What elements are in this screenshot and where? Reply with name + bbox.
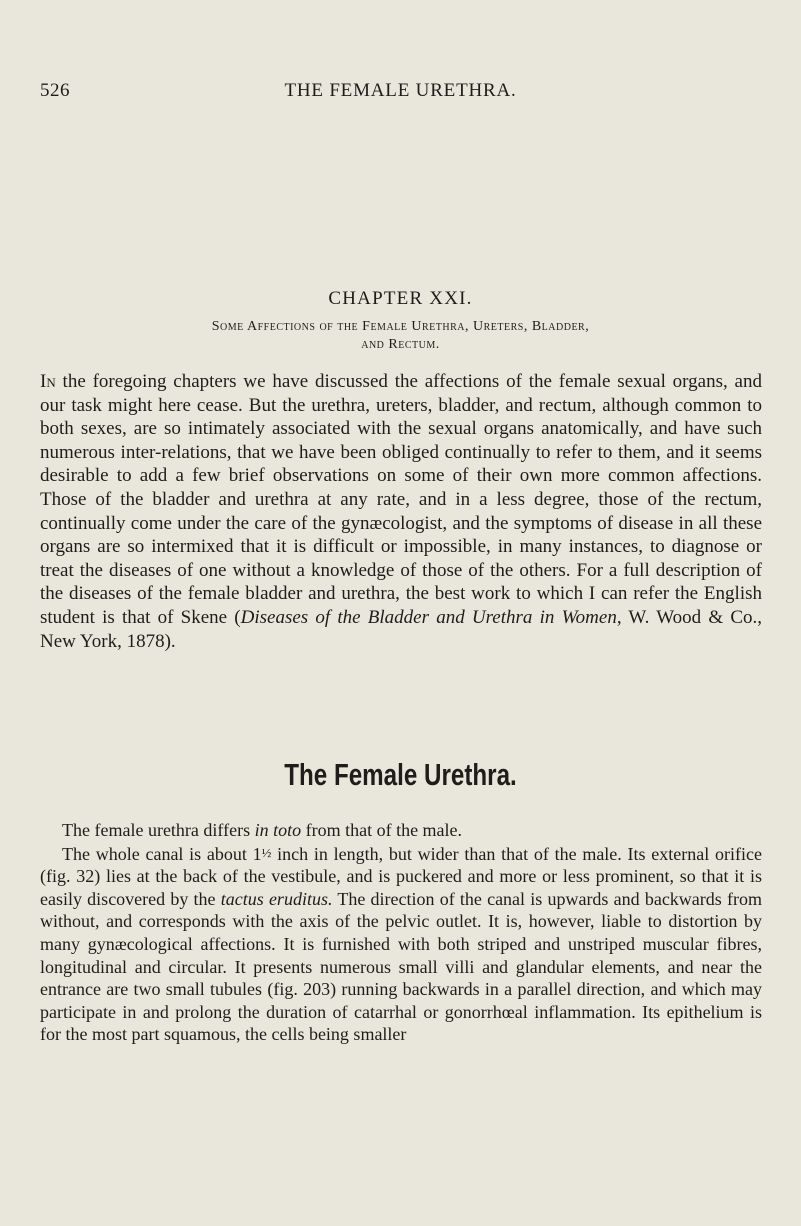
s1-text-a: The female urethra differs <box>62 820 255 840</box>
lead-word: In <box>40 371 56 392</box>
book-title: Diseases of the Bladder and Urethra in Women <box>240 606 617 628</box>
s2-text-c: The direction of the canal is upwards and backwards from without, and corresponds with the axis of the pelvic outlet. It is, however, liable to distortion by many gynæcological affections. It is furnished with both striped and unstriped muscular fibres, longitudinal and circular. It presents numerous small villi and glandular elements, and near the entrance are two small tubules (fig. 203) running backwards in a parallel direction, and which may participate in and prolong the duration of catarrhal or gonorrhœal inflammation. Its epithelium is for the most part squamous, the cells being smaller <box>40 888 762 1045</box>
page-number: 526 <box>40 80 70 101</box>
s2-italic: tactus eruditus. <box>220 888 333 909</box>
s2-text-b: inch in length, but wider than that of the male. Its external orifice (fig. 32) lies at the back of the vestibule, and is puckered and more or less prominent, so that it is easily discovered by the <box>40 843 762 909</box>
intro-text-b: , W. Wood & Co., New York, 1878). <box>40 606 762 652</box>
section-paragraph-1 <box>40 819 762 842</box>
intro-text-a: the foregoing chapters we have discussed the affections of the female sexual organs, and our task might here cease. But the urethra, ureters, bladder, and rectum, although common to both sexes, are so intimately associated with the sexual organs anatomically, and have such numerous inter-relations, that we have been obliged continually to refer to them, and it seems desirable to add a few brief observations on some of their own more common affections. Those of the bladder and urethra at any rate, and in a less degree, those of the rectum, continually come under the care of the gynæcologist, and the symptoms of disease in all these organs are so intermixed that it is difficult or impossible, in many instances, to diagnose or treat the diseases of one without a knowledge of those of the others. For a full description of the diseases of the female bladder and urethra, the best work to which I can refer the English student is that of Skene ( <box>40 371 762 628</box>
running-header <box>40 80 761 110</box>
chapter-title: CHAPTER XXI. <box>328 288 473 309</box>
s1-italic: in toto <box>254 820 302 840</box>
chapter-subtitle <box>60 318 741 354</box>
s2-text-a: The whole canal is about 1 <box>62 843 262 864</box>
chapter-subtitle-line1: Some Affections of the Female Urethra, Ureters, Bladder, <box>211 319 590 334</box>
running-title: THE FEMALE URETHRA. <box>284 80 517 101</box>
section-body <box>40 819 762 1046</box>
section-paragraph-2 <box>40 842 762 1046</box>
chapter-subtitle-line2: and Rectum. <box>361 337 440 352</box>
section-title: The Female Urethra. <box>284 757 517 792</box>
s2-fraction: ½ <box>261 844 272 860</box>
intro-paragraph <box>40 370 762 653</box>
s1-text-b: from that of the male. <box>301 820 463 840</box>
